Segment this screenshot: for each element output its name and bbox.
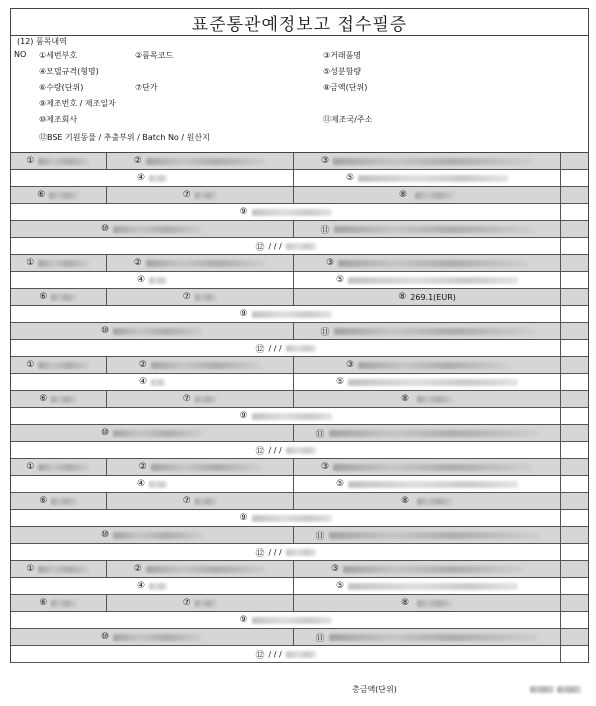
ingredient-cell: ⑤ (294, 476, 561, 492)
item-row-1 (11, 459, 588, 476)
quantity-cell: ⑥ (11, 595, 107, 611)
legend-item: ⑪제조국/주소 (323, 115, 373, 124)
manufacturer-cell: ⑩ (11, 323, 294, 339)
unit-price-cell: ⑦ (107, 595, 294, 611)
legend-row (11, 132, 571, 144)
ingredient-cell: ⑤ (294, 374, 561, 390)
form-title: 표준통관예정보고 접수필증 (10, 8, 589, 36)
item-row-5 (11, 323, 588, 340)
item-row-4 (11, 204, 588, 221)
legend-item: ⑦단가 (135, 83, 158, 92)
item-row-1 (11, 255, 588, 272)
item-code-cell: ② (107, 561, 294, 577)
trade-name-cell: ③ (294, 459, 561, 475)
unit-price-cell: ⑦ (107, 187, 294, 203)
item-row-1 (11, 153, 588, 170)
item-row-3 (11, 595, 588, 612)
item-row-5 (11, 425, 588, 442)
quantity-cell: ⑥ (11, 187, 107, 203)
item-row-5 (11, 221, 588, 238)
manufacturer-cell: ⑩ (11, 527, 294, 543)
model-cell: ④ (11, 578, 294, 594)
origin-address-cell: ⑪ (294, 221, 561, 237)
hs-code-cell: ① (11, 561, 107, 577)
legend-item: ⑥수량(단위) (39, 83, 84, 92)
total-amount-value (530, 686, 581, 695)
item-row-6 (11, 340, 588, 357)
items-grid (10, 153, 589, 663)
legend-row (11, 50, 571, 62)
item-row-6 (11, 238, 588, 255)
origin-address-cell: ⑪ (294, 323, 561, 339)
manufacturer-cell: ⑩ (11, 221, 294, 237)
item-row-2 (11, 272, 588, 289)
bse-cell: ⑫ / / / (11, 544, 561, 560)
item-row-4 (11, 612, 588, 629)
declaration-form (10, 8, 589, 663)
bse-cell: ⑫ / / / (11, 340, 561, 356)
hs-code-cell: ① (11, 255, 107, 271)
origin-address-cell: ⑪ (294, 527, 561, 543)
item-row-3 (11, 391, 588, 408)
model-cell: ④ (11, 374, 294, 390)
amount-value: 269.1(EUR) (410, 292, 456, 302)
item-code-cell: ② (107, 153, 294, 169)
field-legend (10, 48, 589, 153)
amount-cell: ⑧ (294, 391, 561, 407)
item-row-6 (11, 646, 588, 663)
serial-cell: ⑨ (11, 204, 561, 220)
serial-cell: ⑨ (11, 306, 561, 322)
unit-price-cell: ⑦ (107, 493, 294, 509)
serial-cell: ⑨ (11, 408, 561, 424)
quantity-cell: ⑥ (11, 391, 107, 407)
item-code-cell: ② (107, 255, 294, 271)
legend-item: ②품목코드 (135, 51, 174, 60)
item-row-5 (11, 629, 588, 646)
legend-item: ①세번부호 (39, 51, 78, 60)
hs-code-cell: ① (11, 153, 107, 169)
model-cell: ④ (11, 476, 294, 492)
total-amount-label: 총금액(단위) (352, 685, 397, 694)
unit-price-cell: ⑦ (107, 289, 294, 305)
legend-row (11, 98, 571, 110)
item-row-4 (11, 510, 588, 527)
bse-cell: ⑫ / / / (11, 442, 561, 458)
trade-name-cell: ③ (294, 153, 561, 169)
bse-cell: ⑫ / / / (11, 238, 561, 254)
ingredient-cell: ⑤ (294, 578, 561, 594)
legend-item: ⑨제조번호 / 제조일자 (39, 99, 116, 108)
trade-name-cell: ③ (294, 255, 561, 271)
item-row-2 (11, 476, 588, 493)
item-row-3 (11, 289, 588, 306)
quantity-cell: ⑥ (11, 493, 107, 509)
item-row-2 (11, 578, 588, 595)
item-row-3 (11, 187, 588, 204)
ingredient-cell: ⑤ (294, 170, 561, 186)
legend-row (11, 114, 571, 126)
item-row-1 (11, 561, 588, 578)
legend-no: NO (14, 50, 27, 59)
trade-name-cell: ③ (294, 561, 561, 577)
item-row-6 (11, 442, 588, 459)
legend-item: ⑩제조회사 (39, 115, 78, 124)
trade-name-cell: ③ (294, 357, 561, 373)
origin-address-cell: ⑪ (294, 629, 561, 645)
quantity-cell: ⑥ (11, 289, 107, 305)
item-row-5 (11, 527, 588, 544)
item-row-6 (11, 544, 588, 561)
origin-address-cell: ⑪ (294, 425, 561, 441)
legend-item: ⑫BSE 기원동물 / 추출부위 / Batch No / 원산지 (39, 133, 210, 142)
hs-code-cell: ① (11, 459, 107, 475)
item-row-2 (11, 374, 588, 391)
manufacturer-cell: ⑩ (11, 629, 294, 645)
legend-item: ⑤성분함량 (323, 67, 362, 76)
item-row-1 (11, 357, 588, 374)
item-code-cell: ② (107, 459, 294, 475)
legend-item: ④모델규격(형명) (39, 67, 99, 76)
unit-price-cell: ⑦ (107, 391, 294, 407)
serial-cell: ⑨ (11, 612, 561, 628)
ingredient-cell: ⑤ (294, 272, 561, 288)
item-row-4 (11, 408, 588, 425)
item-row-3 (11, 493, 588, 510)
section-label: (12) 품목내역 (10, 36, 589, 48)
hs-code-cell: ① (11, 357, 107, 373)
item-row-4 (11, 306, 588, 323)
manufacturer-cell: ⑩ (11, 425, 294, 441)
amount-cell: ⑧ (294, 595, 561, 611)
serial-cell: ⑨ (11, 510, 561, 526)
model-cell: ④ (11, 170, 294, 186)
legend-row (11, 66, 571, 78)
model-cell: ④ (11, 272, 294, 288)
item-code-cell: ② (107, 357, 294, 373)
amount-cell: ⑧ (294, 493, 561, 509)
legend-row (11, 82, 571, 94)
amount-cell: ⑧ (294, 187, 561, 203)
legend-item: ③거래품명 (323, 51, 362, 60)
legend-item: ⑧금액(단위) (323, 83, 368, 92)
bse-cell: ⑫ / / / (11, 646, 561, 662)
item-row-2 (11, 170, 588, 187)
amount-cell: ⑧ 269.1(EUR) (294, 289, 561, 305)
